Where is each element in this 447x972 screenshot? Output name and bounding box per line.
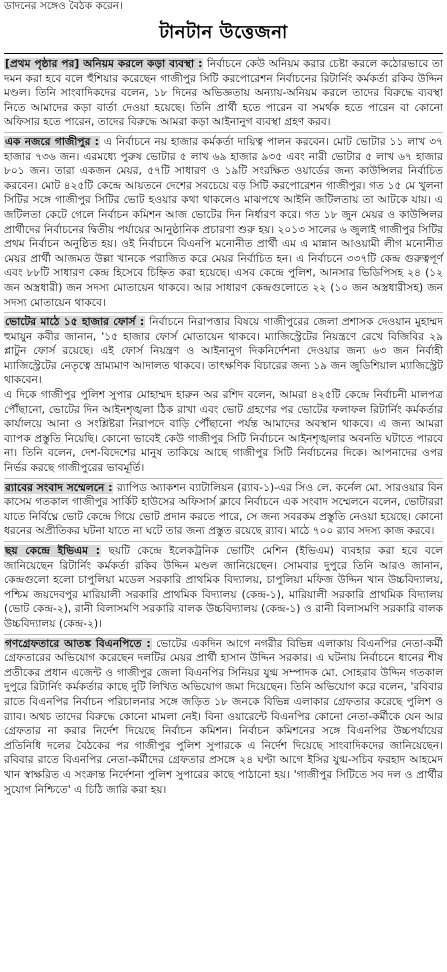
paragraph-body: নির্বাচনে নিরাপত্তার বিষয়ে গাজীপুরের জেলা প্রশাসক দেওয়ান মুহাম্মদ হুমায়ুন কবীর জানান, '১৫ হাজার ফোর্স মোতায়েন থাকবে। ম্যাজিস্ট্রেটের নিয়ন্ত্রণে রেখে বিজিবির ২৯ প্লাটুন ফোর্স রয়েছে। এই ফোর্স নিয়ন্ত্রণ ও আইনানুগ দিকনির্দেশনা দেওয়ার জন্য ৬৩ জন নির্বাহী ম্যাজিস্ট্রেটের নেতৃত্বে ভ্রাম্যমাণ আদালত থাকবে। তাৎক্ষণিক বিচারের জন্য ১৯ জন জুডিশিয়াল ম্যাজিস্ট্রেট থাকবেন। এ দিকে গাজীপুর পুলিশ সুপার মোহাম্মদ হারুন অর রশিদ বলেন, আমরা ৪২৫টি কেন্দ্রে নির্বাচনী মালপত্র পৌঁছানো, ভোটের দিন আইনশৃঙ্খলা ঠিক রাখা এবং ভোট গ্রহণের পর ভোটের ফলাফল রিটার্নিং কর্মকর্তার কার্যালয়ে আনা ও সংশ্লিষ্টরা নিরাপদে বাড়ি পৌঁছানো পর্যন্ত আমাদের অবস্থান থাকবে। এ জন্য আমরা ব্যাপক প্রস্তুতি নিয়েছি। কোনো ভাবেই কেউ গাজীপুর সিটি নির্বাচনে আইনশৃঙ্খলার অবনতি ঘটাতে পারবে না। তিনি বলেন, দেশ-বিদেশের মানুষ তাকিয়ে আছে গাজীপুর সিটি নির্বাচনের দিকে। আপনাদের ওপর নির্ভর করছে গাজীপুরের ভাবমূর্তি। [4, 316, 443, 475]
paragraph-lead: ছয় কেন্দ্রে ইভিএম : [5, 545, 101, 557]
paragraph-body: ছয়টি কেন্দ্রে ইলেকট্রনিক ভোটিং মেশিন (ইভিএম) ব্যবহার করা হবে বলে জানিয়েছেন রিটার্নিং কর্মকর্তা রকিব উদ্দিন মণ্ডল জানিয়েছেন। সোমবার দুপুরে তিনি আরও জানান, কেন্দ্রগুলো হলো চাপুলিয়া মডেল সরকারি প্রাথমিক বিদ্যালয়, চাপুলিয়া মফিজ উদ্দিন খান উচ্চবিদ্যালয়, পশ্চিম জয়দেবপুর মারিয়ালী সরকারি প্রাথমিক বিদ্যালয় (কেন্দ্র-১), মারিয়ালী সরকারি প্রাথমিক বিদ্যালয় (ভোট কেন্দ্র-২), রানী বিলাসমণি সরকারি বালক উচ্চবিদ্যালয় (কেন্দ্র-১) ও রানী বিলাসমণি সরকারি বালক উচ্চবিদ্যালয় (কেন্দ্র-২)। [4, 545, 443, 630]
headline: টানটান উত্তেজনা [159, 22, 288, 43]
paragraph-body: এ নির্বাচনে নয় হাজার কর্মকর্তা দায়িত্ব পালন করবেন। মোট ভোটার ১১ লাখ ৩৭ হাজার ৭৩৬ জন। এরমধ্যে পুরুষ ভোটার ৫ লাখ ৬৯ হাজার ৯৩৫ এবং নারী ভোটার ৫ লাখ ৬৭ হাজার ৮০১ জন। তারা একজন মেয়র, ৫৭টি সাধারণ ও ১৯টি সংরক্ষিত ওয়ার্ডের জন্য কাউন্সিলর নির্বাচিত করবেন। মোট ৪২৫টি কেন্দ্রে আয়তনে দেশের সবচেয়ে বড় সিটি করপোরেশন গাজীপুর। গত ১৫ মে খুলনা সিটির সঙ্গে গাজীপুর সিটির ভোট হওয়ার কথা থাকলেও মাঝপথে আইনি জটিলতায় তা আটকে যায়। এ জটিলতা কেটে গেলে নির্বাচন কমিশন আজ ভোটের দিন নির্ধারণ করে। গত ১৮ জুন মেয়র ও কাউন্সিলর প্রার্থীদের নির্বাচনের দ্বিতীয় পর্যায়ের আনুষ্ঠানিক প্রচারণা শুরু হয়। ২০১৩ সালের ৬ জুলাই গাজীপুর সিটির প্রথম নির্বাচন অনুষ্ঠিত হয়। ওই নির্বাচনে বিএনপি মনোনীত প্রার্থী এম এ মান্নান আওয়ামী লীগ মনোনীত মেয়র প্রার্থী আজমত উল্লা খানকে পরাজিত করে মেয়র নির্বাচিত হন। এ নির্বাচনে ৩৩৭টি কেন্দ্র গুরুত্বপূর্ণ এবং ৮৮টি সাধারণ কেন্দ্র হিসেবে চিহ্নিত করা হয়েছে। এসব কেন্দ্রে পুলিশ, আনসার ভিডিপিসহ ২৪ (১২ জন অস্ত্রধারী) জন সদস্য মোতায়েন থাকবে। আর সাধারণ কেন্দ্রগুলোতে ২২ (১০ জন অস্ত্রধারীসহ) জন সদস্য মোতায়েন থাকবে। [4, 135, 443, 309]
paragraph-lead: [প্রথম পৃষ্ঠার পর] অনিয়ম করলে কড়া ব্যবস্থা : [5, 58, 203, 70]
article-paragraph [4, 315, 443, 476]
article-paragraph [4, 57, 443, 130]
paragraph-divider [4, 634, 443, 635]
paragraph-lead: গণগ্রেফতারে আতঙ্ক বিএনপিতে : [5, 637, 151, 650]
previous-article-fragment: ডাদনের সঙ্গেও বৈঠক করেন। [4, 0, 123, 12]
paragraph-body: নির্বাচনে কেউ অনিয়ম করার চেষ্টা করলে কঠোরভাবে তা দমন করা হবে বলে হুঁশিয়ার করেছেন গাজীপুর সিটি করপোরেশন নির্বাচনের রিটার্নিং কর্মকর্তা রকিব উদ্দিন মণ্ডল। তিনি সাংবাদিকদের বলেন, ১৮ দিনের অভিজ্ঞতায় অন্যায়-অনিয়ম করলে তাদের বিরুদ্ধে ব্যবস্থা নিতে আমাদের কড়া বার্তা দেওয়া হয়েছে। তিনি প্রার্থী হতে পারেন বা সমর্থক হতে পারেন বা কোনো অফিসার হতে পারেন, তাদের বিরুদ্ধে আমরা কড়া আইনানুগ ব্যবস্থা গ্রহণ করব। [4, 58, 443, 129]
article-paragraph [4, 481, 443, 539]
paragraph-lead: ভোটের মাঠে ১৫ হাজার ফোর্স : [5, 316, 145, 329]
paragraph-divider [4, 541, 443, 542]
paragraph-divider [4, 132, 443, 133]
paragraph-body: ভোটের একদিন আগে নগরীর বিভিন্ন এলাকায় বিএনপির নেতা-কর্মী গ্রেফতারের অভিযোগ করেছেন দলটির মেয়র প্রার্থী হাসান উদ্দিন সরকার। এ ঘটনায় নির্বাচনে ধানের শীষ প্রতীকের প্রধান এজেন্ট ও গাজীপুর জেলা বিএনপির সিনিয়র যুগ্ম সম্পাদক মো. সোহরাব উদ্দিন গতকাল দুপুরে রিটার্নিং কর্মকর্তার কাছে দুটি লিখিত অভিযোগ জমা দিয়েছেন। তিনি অভিযোগ করে বলেন, 'রবিবার রাতে বিএনপির নির্বাচন পরিচালনার সঙ্গে জড়িত ১৮ জনকে বিভিন্ন এলাকার গ্রেফতার করেছে পুলিশ ও র‍্যাব। অথচ তাদের বিরুদ্ধে কোনো মামলা নেই। বিনা ওয়ারেন্টে বিএনপির কোনো নেতা-কর্মীকে যেন আর গ্রেফতার না করার নির্দেশ দিয়েছে নির্বাচন কমিশন। নির্বাচন কমিশনের সঙ্গে বিএনপির উচ্চপর্যায়ের প্রতিনিধি দলের বৈঠকের পর গাজীপুর পুলিশ সুপারকে এ নির্দেশ দিয়েছে সাংবাদিকদের জানিয়েছেন। রবিবার রাতে বিএনপির নেতা-কর্মীদের গ্রেফতার প্রসঙ্গে ২৪ ঘণ্টা আগে ইসির যুগ্ম-সচিব ফরহাদ আহমেদ খান স্বাক্ষরিত এ সংক্রান্ত নির্দেশনা পুলিশ সুপারের কাছে পাঠানো হয়। 'গাজীপুর সিটিতে সব দল ও প্রার্থীর সুযোগ নিশ্চিতে' এ চিঠি জারি করা হয়। [4, 637, 444, 796]
headline-divider [4, 53, 443, 54]
article-paragraph [4, 135, 443, 310]
paragraph-body: র‍্যাপিড অ্যাকশন ব্যাটালিয়ন (র‍্যাব-১)-এর সিও লে. কর্নেল মো. সারওয়ার বিন কাসেম গতকাল গাজীপুর সার্কিট হাউসের অফিসার্স ক্লাবে নির্বাচনে এক সংবাদ সম্মেলনে বলেন, ভোটাররা যাতে নির্বিঘ্নে ভোট কেন্দ্রে গিয়ে ভোট প্রদান করতে পারে, সে জন্য সবরকম প্রস্তুতি নেওয়া হয়েছে। কোনো ধরনের অপ্রীতিকর ঘটনা যাতে না ঘটে তার জন্য প্রস্তুত রয়েছে র‍্যাব। মাঠে ৭০০ র‍্যাব সদস্য কাজ করবে। [4, 481, 443, 538]
paragraph-lead: এক নজরে গাজীপুর : [5, 135, 99, 148]
article-paragraph [4, 544, 443, 632]
paragraph-divider [4, 312, 443, 313]
paragraph-divider [4, 478, 443, 479]
article-paragraph [4, 637, 443, 798]
paragraph-lead: র‍্যাবের সংবাদ সম্মেলনে : [5, 481, 113, 494]
